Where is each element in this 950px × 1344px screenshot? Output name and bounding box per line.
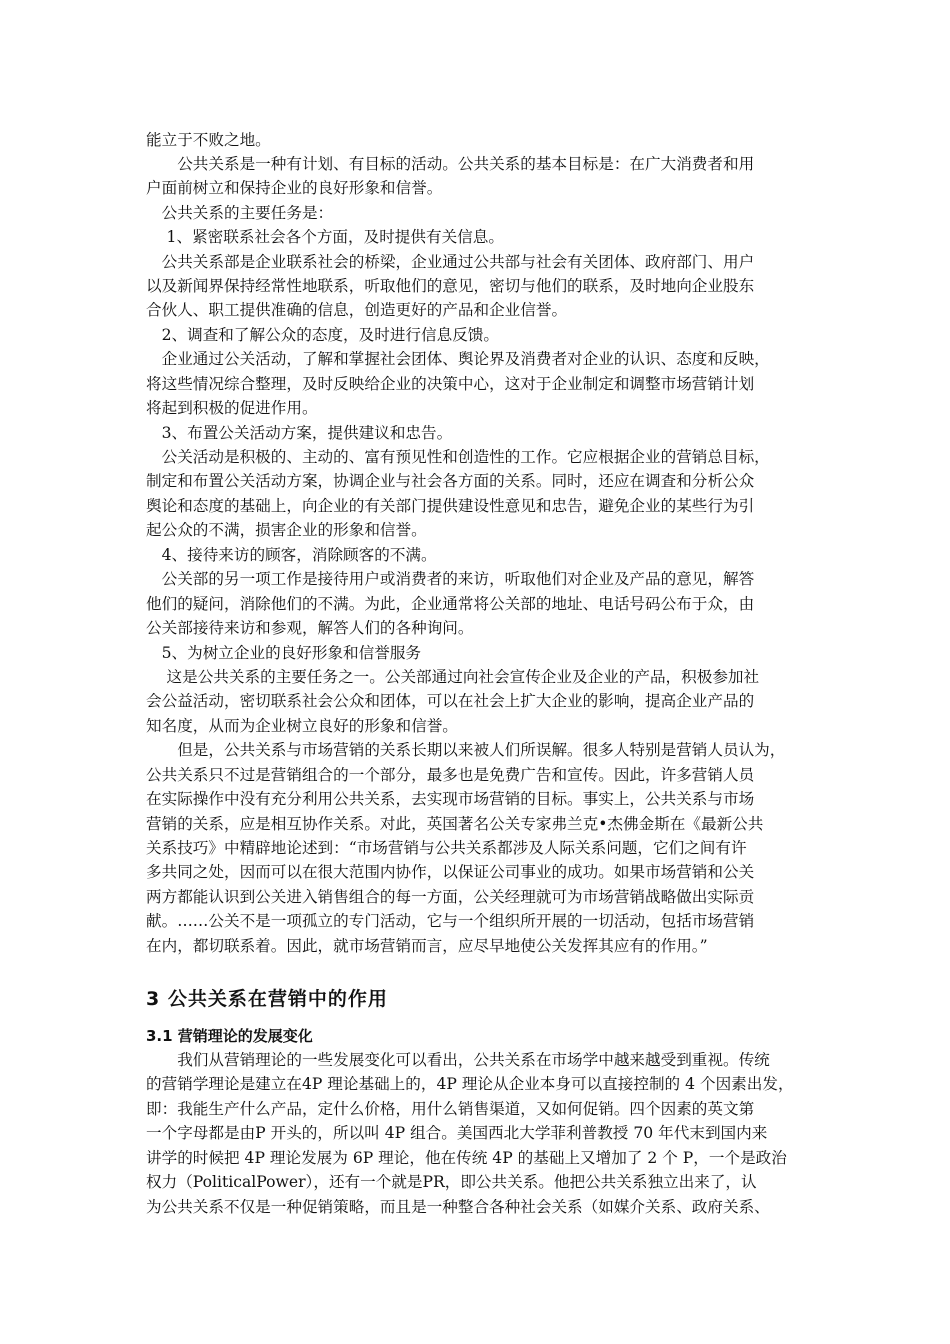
text-line: 的营销学理论是建立在4P 理论基础上的，4P 理论从企业本身可以直接控制的 4 个因素出发， (146, 1075, 794, 1093)
text-line: 公关部的另一项工作是接待用户或消费者的来访，听取他们对企业及产品的意见，解答 (146, 570, 755, 588)
text-line: 起公众的不满，损害企业的形象和信誉。 (146, 521, 427, 539)
text-line: 3、布置公关活动方案，提供建议和忠告。 (146, 424, 453, 442)
text-line: 我们从营销理论的一些发展变化可以看出，公共关系在市场学中越来越受到重视。传统 (146, 1051, 770, 1069)
text-line: 但是，公共关系与市场营销的关系长期以来被人们所误解。很多人特别是营销人员认为， (146, 741, 786, 759)
section-heading: 3 公共关系在营销中的作用 (146, 988, 388, 1010)
text-line: 合伙人、职工提供准确的信息，创造更好的产品和企业信誉。 (146, 301, 568, 319)
text-line: 公关部接待来访和参观，解答人们的各种询问。 (146, 619, 474, 637)
text-line: 2、调查和了解公众的态度，及时进行信息反馈。 (146, 326, 499, 344)
text-line: 献。……公关不是一项孤立的专门活动，它与一个组织所开展的一切活动，包括市场营销 (146, 912, 755, 930)
text-line: 户面前树立和保持企业的良好形象和信誉。 (146, 179, 443, 197)
text-line: 为公共关系不仅是一种促销策略，而且是一种整合各种社会关系（如媒介关系、政府关系、 (146, 1198, 770, 1216)
text-line: 在实际操作中没有充分利用公共关系，去实现市场营销的目标。事实上，公共关系与市场 (146, 790, 755, 808)
text-line: 会公益活动，密切联系社会公众和团体，可以在社会上扩大企业的影响，提高企业产品的 (146, 692, 755, 710)
text-line: 这是公共关系的主要任务之一。公关部通过向社会宣传企业及企业的产品，积极参加社 (146, 668, 760, 686)
text-line: 营销的关系，应是相互协作关系。对此，英国著名公关专家弗兰克•杰佛金斯在《最新公共 (146, 815, 764, 833)
text-line: 讲学的时候把 4P 理论发展为 6P 理论，他在传统 4P 的基础上又增加了 2 个 P，一个是政治 (146, 1149, 787, 1167)
text-line: 4、接待来访的顾客，消除顾客的不满。 (146, 546, 437, 564)
text-line: 多共同之处，因而可以在很大范围内协作，以保证公司事业的成功。如果市场营销和公关 (146, 863, 755, 881)
text-line: 公共关系部是企业联系社会的桥梁，企业通过公共部与社会有关团体、政府部门、用户 (146, 253, 755, 271)
text-line: 公共关系只不过是营销组合的一个部分，最多也是免费广告和宣传。因此，许多营销人员 (146, 766, 755, 784)
text-line: 在内，都切联系着。因此，就市场营销而言，应尽早地使公关发挥其应有的作用。” (146, 937, 708, 955)
text-line: 以及新闻界保持经常性地联系，听取他们的意见，密切与他们的联系，及时地向企业股东 (146, 277, 755, 295)
text-line: 5、为树立企业的良好形象和信誉服务 (146, 644, 422, 662)
text-line: 权力（PoliticalPower），还有一个就是PR，即公共关系。他把公共关系独立出来了，认 (146, 1173, 757, 1191)
text-line: 关系技巧》中精辟地论述到：“市场营销与公共关系都涉及人际关系问题，它们之间有许 (146, 839, 747, 857)
text-line: 舆论和态度的基础上，向企业的有关部门提供建设性意见和忠告，避免企业的某些行为引 (146, 497, 755, 515)
text-line: 公关活动是积极的、主动的、富有预见性和创造性的工作。它应根据企业的营销总目标， (146, 448, 770, 466)
text-line: 1、紧密联系社会各个方面，及时提供有关信息。 (146, 228, 504, 246)
text-line: 公共关系是一种有计划、有目标的活动。公共关系的基本目标是：在广大消费者和用 (146, 155, 755, 173)
text-line: 将这些情况综合整理，及时反映给企业的决策中心，这对于企业制定和调整市场营销计划 (146, 375, 755, 393)
text-line: 制定和布置公关活动方案，协调企业与社会各方面的关系。同时，还应在调査和分析公众 (146, 472, 755, 490)
text-line: 他们的疑问，消除他们的不满。为此，企业通常将公关部的地址、电话号码公布于众，由 (146, 595, 755, 613)
text-line: 即：我能生产什么产品，定什么价格，用什么销售渠道，又如何促销。四个因素的英文第 (146, 1100, 755, 1118)
text-line: 将起到积极的促进作用。 (146, 399, 318, 417)
text-line: 能立于不败之地。 (146, 131, 271, 149)
text-line: 公共关系的主要任务是： (146, 204, 334, 222)
text-line: 企业通过公关活动，了解和掌握社会团体、舆论界及消费者对企业的认识、态度和反映， (146, 350, 770, 368)
text-line: 知名度，从而为企业树立良好的形象和信誉。 (146, 717, 458, 735)
text-line: 一个字母都是由P 开头的，所以叫 4P 组合。美国西北大学菲利普教授 70 年代末到国内来 (146, 1124, 768, 1142)
text-line: 两方都能认识到公关进入销售组合的每一方面，公关经理就可为市场营销战略做出实际贡 (146, 888, 755, 906)
subsection-heading: 3.1 营销理论的发展变化 (146, 1027, 313, 1045)
